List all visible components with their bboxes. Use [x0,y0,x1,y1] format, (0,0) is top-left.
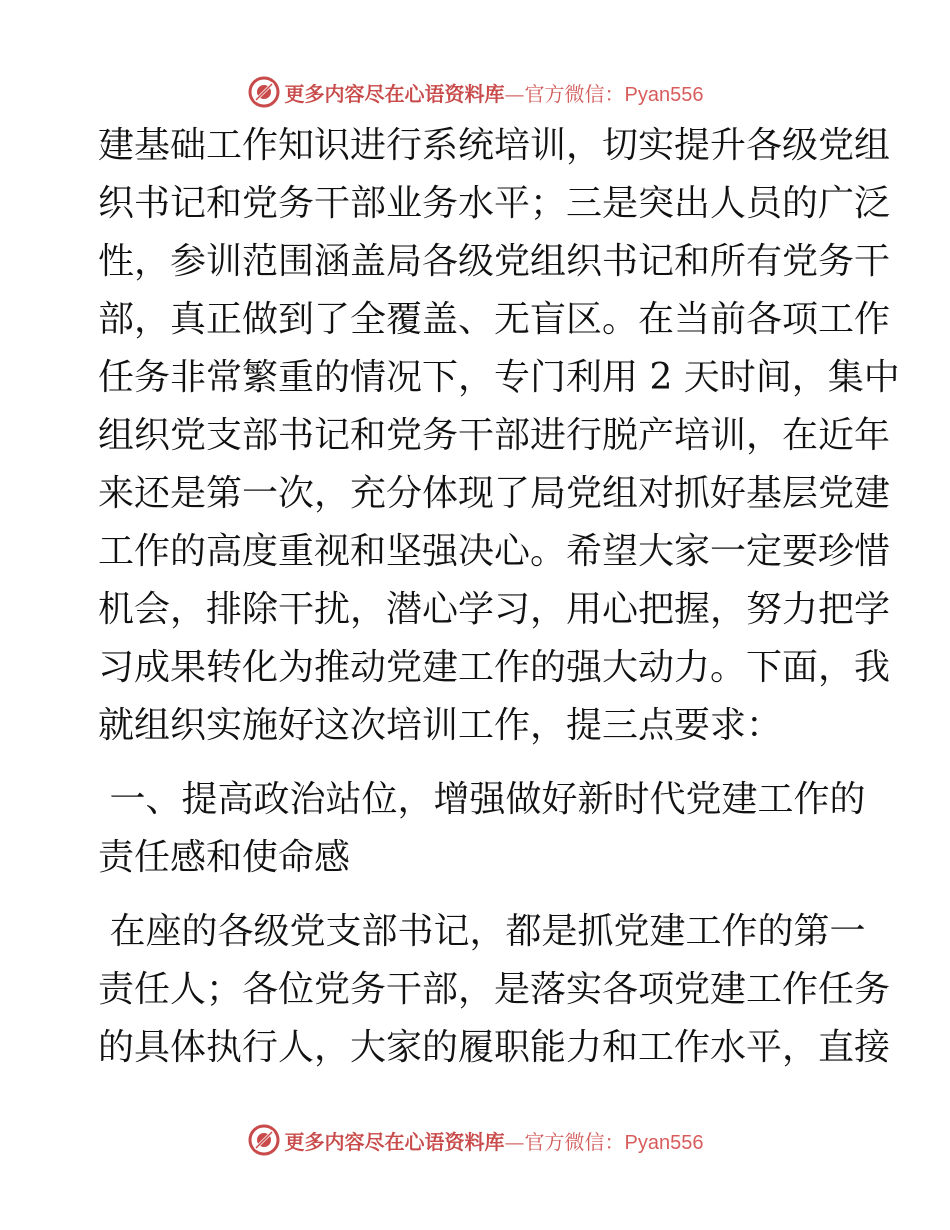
watermark-weixin: 官方微信： [524,81,625,106]
body-line: 习成果转化为推动党建工作的强大动力。下面，我 [98,647,891,688]
body-line: 组织党支部书记和党务干部进行脱产培训，在近年 [98,415,891,456]
paragraph-line: 责任人；各位党务干部，是落实各项党建工作任务 [98,969,891,1010]
watermark-prefix: 更多内容尽在心语资料库 [284,1129,505,1154]
section-heading: 一、提高政治站位，增强做好新时代党建工作的 [98,779,866,820]
paragraph-line: 在座的各级党支部书记，都是抓党建工作的第一 [98,911,866,952]
body-line: 来还是第一次，充分体现了局党组对抓好基层党建 [98,473,891,514]
paragraph-line: 的具体执行人，大家的履职能力和工作水平，直接 [98,1027,891,1068]
body-line: 建基础工作知识进行系统培训，切实提升各级党组 [98,125,891,166]
red-circle-logo-icon [247,1123,281,1157]
body-line: 就组织实施好这次培训工作，提三点要求： [98,705,783,746]
watermark-handle: Pyan556 [624,1131,704,1154]
watermark-text [285,78,704,107]
body-line: 任务非常繁重的情况下，专门利用 2 天时间，集中 [98,357,900,398]
watermark-weixin: 官方微信： [524,1129,625,1154]
body-line: 机会，排除干扰，潜心学习，用心把握，努力把学 [98,589,891,630]
body-line: 性，参训范围涵盖局各级党组织书记和所有党务干 [98,241,891,282]
section-heading: 责任感和使命感 [98,837,351,878]
watermark-footer [0,1120,950,1160]
red-circle-logo-icon [247,75,281,109]
watermark-prefix: 更多内容尽在心语资料库 [284,81,505,106]
watermark-handle: Pyan556 [624,83,704,106]
body-line: 织书记和党务干部业务水平；三是突出人员的广泛 [98,183,891,224]
watermark-text [285,1126,704,1155]
body-line: 部，真正做到了全覆盖、无盲区。在当前各项工作 [98,299,891,340]
watermark-header [0,72,950,112]
body-line: 工作的高度重视和坚强决心。希望大家一定要珍惜 [98,531,891,572]
watermark-dash: — [504,81,525,106]
watermark-dash: — [504,1129,525,1154]
